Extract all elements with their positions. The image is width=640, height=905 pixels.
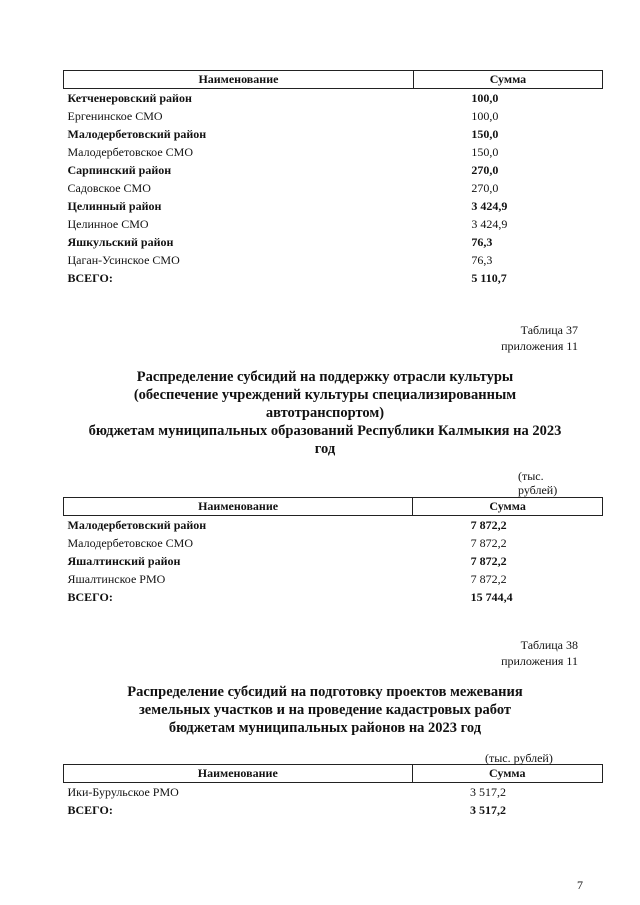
table-row bbox=[64, 801, 603, 819]
table-row bbox=[64, 179, 603, 197]
row-sum: 15 744,4 bbox=[470, 590, 513, 604]
row-name: Сарпинский район bbox=[67, 163, 172, 177]
table-row bbox=[64, 125, 603, 143]
row-name: ВСЕГО: bbox=[67, 271, 113, 285]
row-sum: 7 872,2 bbox=[470, 572, 507, 586]
title-line: Распределение субсидий на подготовку проектов межевания bbox=[127, 684, 523, 700]
title-line: (обеспечение учреждений культуры специализированным bbox=[133, 387, 517, 403]
table-header bbox=[64, 498, 603, 516]
table-row bbox=[64, 251, 603, 269]
table-1 bbox=[63, 70, 603, 287]
row-sum: 270,0 bbox=[471, 163, 499, 177]
row-sum: 7 872,2 bbox=[470, 554, 507, 568]
table-row bbox=[64, 269, 603, 287]
table-38 bbox=[63, 764, 603, 819]
header-name: Наименование bbox=[64, 71, 414, 89]
row-name: Малодербетовское СМО bbox=[67, 145, 193, 159]
title-line: бюджетам муниципальных образований Республики Калмыкия на 2023 bbox=[88, 423, 562, 439]
row-sum: 270,0 bbox=[471, 181, 499, 195]
row-name: Садовское СМО bbox=[67, 181, 151, 195]
row-sum: 76,3 bbox=[471, 235, 493, 249]
row-sum: 3 517,2 bbox=[470, 785, 507, 799]
table-row bbox=[64, 197, 603, 215]
title-line: год bbox=[314, 441, 336, 457]
table-38-caption bbox=[501, 637, 578, 669]
row-name: ВСЕГО: bbox=[67, 803, 113, 817]
title-line: земельных участков и на проведение кадастровых работ bbox=[138, 702, 512, 718]
table-row bbox=[64, 107, 603, 125]
row-name: Кетченеровский район bbox=[67, 91, 192, 105]
row-name: Ики-Бурульское РМО bbox=[67, 785, 179, 799]
table-row bbox=[64, 588, 603, 606]
table-row bbox=[64, 89, 603, 108]
header-sum: Сумма bbox=[413, 498, 603, 516]
row-sum: 100,0 bbox=[471, 109, 499, 123]
title-line: автотранспортом) bbox=[265, 405, 385, 421]
row-sum: 3 424,9 bbox=[471, 199, 508, 213]
row-name: Яшалтинский район bbox=[67, 554, 181, 568]
row-name: Малодербетовский район bbox=[67, 518, 207, 532]
title-line: Распределение субсидий на поддержку отрасли культуры bbox=[136, 369, 514, 385]
table-row bbox=[64, 570, 603, 588]
caption-table-number: Таблица 38 bbox=[520, 638, 578, 652]
row-sum: 150,0 bbox=[471, 127, 499, 141]
table-header bbox=[64, 765, 603, 783]
table-header bbox=[64, 71, 603, 89]
row-name: Малодербетовское СМО bbox=[67, 536, 193, 550]
header-name: Наименование bbox=[64, 765, 413, 783]
table-row bbox=[64, 215, 603, 233]
table-37-caption bbox=[501, 322, 578, 354]
row-sum: 5 110,7 bbox=[471, 271, 507, 285]
row-sum: 3 517,2 bbox=[470, 803, 507, 817]
table-row bbox=[64, 534, 603, 552]
table-38-body bbox=[64, 783, 603, 820]
unit-line: (тыс. bbox=[518, 469, 544, 483]
caption-appendix: приложения 11 bbox=[501, 339, 578, 353]
row-sum: 7 872,2 bbox=[470, 518, 507, 532]
title-line: бюджетам муниципальных районов на 2023 год bbox=[168, 720, 482, 736]
row-sum: 76,3 bbox=[471, 253, 493, 267]
table-37-body bbox=[64, 516, 603, 607]
header-name: Наименование bbox=[64, 498, 413, 516]
header-sum: Сумма bbox=[413, 71, 602, 89]
table-37-title bbox=[60, 368, 590, 458]
row-name: ВСЕГО: bbox=[67, 590, 113, 604]
table-row bbox=[64, 143, 603, 161]
table-row bbox=[64, 161, 603, 179]
table-row bbox=[64, 783, 603, 802]
table-37 bbox=[63, 497, 603, 606]
row-sum: 150,0 bbox=[471, 145, 499, 159]
table-37-unit bbox=[518, 469, 557, 497]
caption-appendix: приложения 11 bbox=[501, 654, 578, 668]
row-name: Ергенинское СМО bbox=[67, 109, 163, 123]
unit-line: рублей) bbox=[518, 483, 558, 497]
table-1-body bbox=[64, 89, 603, 288]
row-name: Яшалтинское РМО bbox=[67, 572, 166, 586]
page-number: 7 bbox=[577, 878, 583, 892]
table-38-title bbox=[60, 683, 590, 737]
table-38-unit: (тыс. рублей) bbox=[485, 751, 553, 765]
row-name: Малодербетовский район bbox=[67, 127, 207, 141]
header-sum: Сумма bbox=[412, 765, 602, 783]
row-sum: 3 424,9 bbox=[471, 217, 508, 231]
table-row bbox=[64, 233, 603, 251]
table-row bbox=[64, 516, 603, 535]
caption-table-number: Таблица 37 bbox=[520, 323, 578, 337]
row-sum: 100,0 bbox=[471, 91, 499, 105]
row-name: Яшкульский район bbox=[67, 235, 174, 249]
row-name: Целинный район bbox=[67, 199, 162, 213]
row-name: Цаган-Усинское СМО bbox=[67, 253, 180, 267]
row-name: Целинное СМО bbox=[67, 217, 149, 231]
row-sum: 7 872,2 bbox=[470, 536, 507, 550]
table-row bbox=[64, 552, 603, 570]
